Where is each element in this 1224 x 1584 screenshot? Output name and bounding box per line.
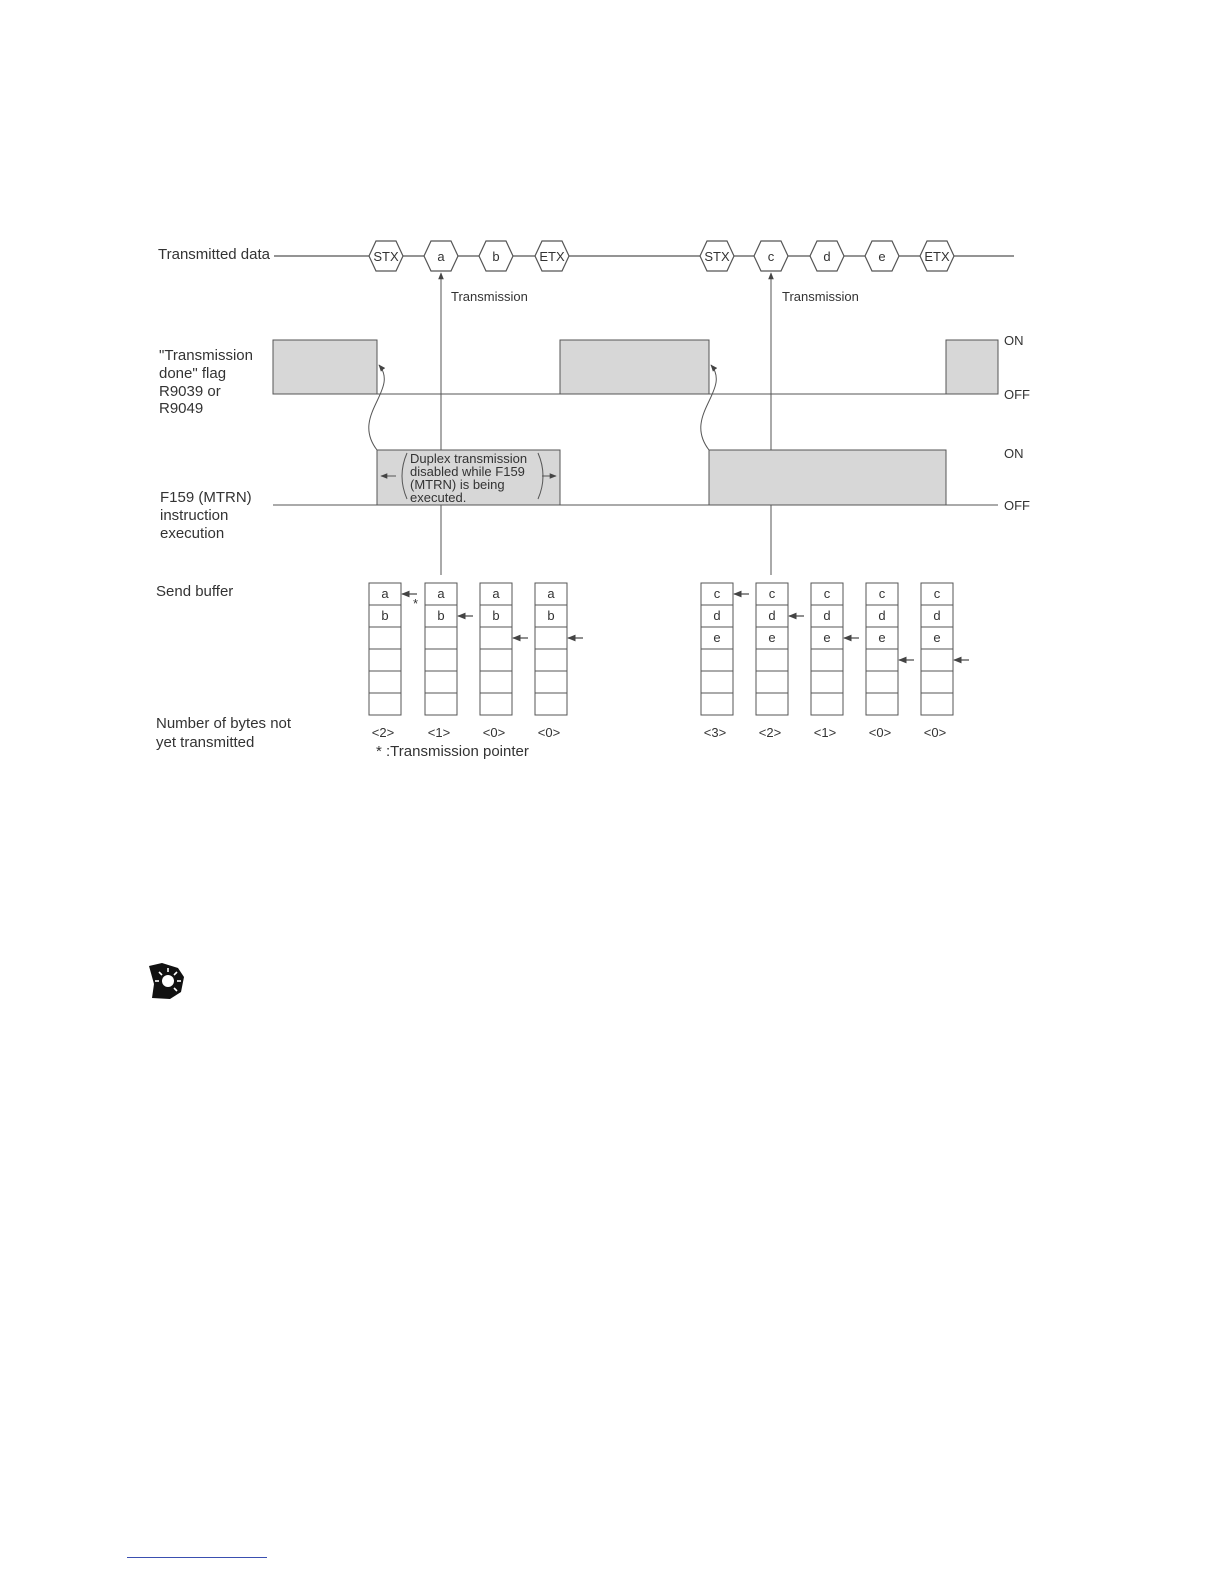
- buffer-cell: [480, 671, 512, 693]
- buffer-cell-value: a: [547, 586, 555, 601]
- duplex-note-line: executed.: [410, 490, 467, 505]
- buffer-cell: [921, 649, 953, 671]
- data-symbol-label: d: [823, 249, 831, 264]
- send-buffer-group-2: [701, 583, 969, 740]
- byte-count: <1>: [427, 725, 451, 740]
- byte-count: <3>: [703, 725, 727, 740]
- byte-count: <2>: [758, 725, 782, 740]
- transmission-label: Transmission: [451, 289, 528, 304]
- buffer-cell-value: d: [713, 608, 721, 623]
- buffer-cell: [921, 671, 953, 693]
- byte-count: <0>: [868, 725, 892, 740]
- data-symbol: [700, 241, 734, 271]
- buffer-cell: [866, 693, 898, 715]
- data-symbol: [810, 241, 844, 271]
- instruction-off-label: OFF: [1004, 498, 1030, 513]
- buffer-cell-value: c: [933, 586, 941, 601]
- buffer-cell: [535, 627, 567, 649]
- byte-count: <0>: [537, 725, 561, 740]
- duplex-note-line: (MTRN) is being: [410, 477, 505, 492]
- buffer-cell: [866, 671, 898, 693]
- buffer-column: [701, 583, 749, 740]
- bytes-label: [156, 715, 292, 751]
- buffer-cell-value: c: [768, 586, 776, 601]
- buffer-cell: [425, 649, 457, 671]
- buffer-cell: [811, 671, 843, 693]
- flag-off-label: OFF: [1004, 387, 1030, 402]
- duplex-note-line: disabled while F159: [410, 464, 525, 479]
- transmission-label: Transmission: [782, 289, 859, 304]
- buffer-cell: [425, 627, 457, 649]
- data-symbol-label: ETX: [539, 249, 565, 264]
- buffer-cell-value: a: [492, 586, 500, 601]
- buffer-cell-value: c: [823, 586, 831, 601]
- byte-count: <0>: [482, 725, 506, 740]
- flag-label-line: done" flag: [159, 365, 227, 382]
- buffer-cell-value: b: [437, 608, 445, 623]
- buffer-cell-value: a: [437, 586, 445, 601]
- buffer-cell: [425, 693, 457, 715]
- buffer-cell: [811, 649, 843, 671]
- instruction-label-line: instruction: [160, 507, 229, 524]
- data-symbol: [424, 241, 458, 271]
- buffer-column: [811, 583, 859, 740]
- bytes-label-line: Number of bytes not: [156, 715, 292, 732]
- buffer-column: [756, 583, 804, 740]
- buffer-cell-value: b: [492, 608, 500, 623]
- instruction-label-line: execution: [160, 525, 225, 542]
- data-symbol: [369, 241, 403, 271]
- buffer-cell: [480, 627, 512, 649]
- buffer-cell: [756, 649, 788, 671]
- send-buffer-group-1: [369, 583, 583, 740]
- data-symbol: [479, 241, 513, 271]
- buffer-cell: [369, 693, 401, 715]
- buffer-cell-value: d: [768, 608, 776, 623]
- send-buffer-label: Send buffer: [156, 583, 234, 600]
- buffer-cell: [425, 671, 457, 693]
- buffer-cell-value: d: [878, 608, 886, 623]
- flag-label: [159, 347, 253, 417]
- bytes-label-line: yet transmitted: [156, 734, 255, 751]
- buffer-cell: [369, 649, 401, 671]
- buffer-cell-value: a: [381, 586, 389, 601]
- buffer-cell-value: b: [381, 608, 389, 623]
- buffer-cell-value: e: [713, 630, 721, 645]
- buffer-cell-value: e: [933, 630, 941, 645]
- buffer-cell-value: d: [933, 608, 941, 623]
- duplex-note-line: Duplex transmission: [410, 451, 528, 466]
- buffer-column: [866, 583, 914, 740]
- buffer-cell-value: c: [713, 586, 721, 601]
- flag-on-pulse: [273, 340, 377, 394]
- data-symbol-label: ETX: [924, 249, 950, 264]
- flag-on-label: ON: [1004, 333, 1024, 348]
- buffer-cell: [480, 693, 512, 715]
- buffer-cell: [480, 649, 512, 671]
- data-symbol-label: STX: [373, 249, 399, 264]
- buffer-column: [921, 583, 969, 740]
- buffer-cell: [369, 671, 401, 693]
- buffer-cell-value: d: [823, 608, 831, 623]
- data-symbol-label: c: [767, 249, 775, 264]
- buffer-column: [425, 583, 473, 740]
- instruction-label-line: F159 (MTRN): [160, 489, 252, 506]
- buffer-cell-value: e: [878, 630, 886, 645]
- instruction-on-pulse: [709, 450, 946, 505]
- buffer-column: [369, 583, 417, 740]
- pointer-note: * :Transmission pointer: [376, 743, 529, 760]
- pointer-asterisk: *: [413, 596, 419, 611]
- byte-count: <2>: [371, 725, 395, 740]
- buffer-cell: [701, 671, 733, 693]
- data-symbol: [754, 241, 788, 271]
- byte-count: <0>: [923, 725, 947, 740]
- buffer-column: [535, 583, 583, 740]
- instruction-on-label: ON: [1004, 446, 1024, 461]
- buffer-cell-value: b: [547, 608, 555, 623]
- data-symbol-label: b: [492, 249, 500, 264]
- buffer-cell-value: e: [768, 630, 776, 645]
- buffer-cell: [535, 693, 567, 715]
- buffer-column: [480, 583, 528, 740]
- buffer-cell: [701, 693, 733, 715]
- flag-label-line: R9039 or: [159, 383, 221, 400]
- footer-rule: [127, 1557, 267, 1558]
- instruction-label: [160, 489, 252, 542]
- transmitted-data-label: Transmitted data: [158, 246, 270, 263]
- flag-label-line: R9049: [159, 400, 204, 417]
- buffer-cell: [921, 693, 953, 715]
- buffer-cell-value: e: [823, 630, 831, 645]
- data-symbol: [535, 241, 569, 271]
- buffer-cell: [701, 649, 733, 671]
- flag-label-line: "Transmission: [159, 347, 253, 364]
- buffer-cell: [866, 649, 898, 671]
- data-symbol-label: a: [437, 249, 445, 264]
- data-symbol-label: e: [878, 249, 886, 264]
- flag-on-pulse: [946, 340, 998, 394]
- buffer-cell: [756, 693, 788, 715]
- buffer-cell: [369, 627, 401, 649]
- data-symbol: [920, 241, 954, 271]
- buffer-cell: [535, 649, 567, 671]
- byte-count: <1>: [813, 725, 837, 740]
- data-symbol-label: STX: [704, 249, 730, 264]
- flag-on-pulse: [560, 340, 709, 394]
- tip-icon: [148, 962, 186, 1000]
- buffer-cell-value: c: [878, 586, 886, 601]
- buffer-cell: [756, 671, 788, 693]
- data-symbol: [865, 241, 899, 271]
- buffer-cell: [535, 671, 567, 693]
- buffer-cell: [811, 693, 843, 715]
